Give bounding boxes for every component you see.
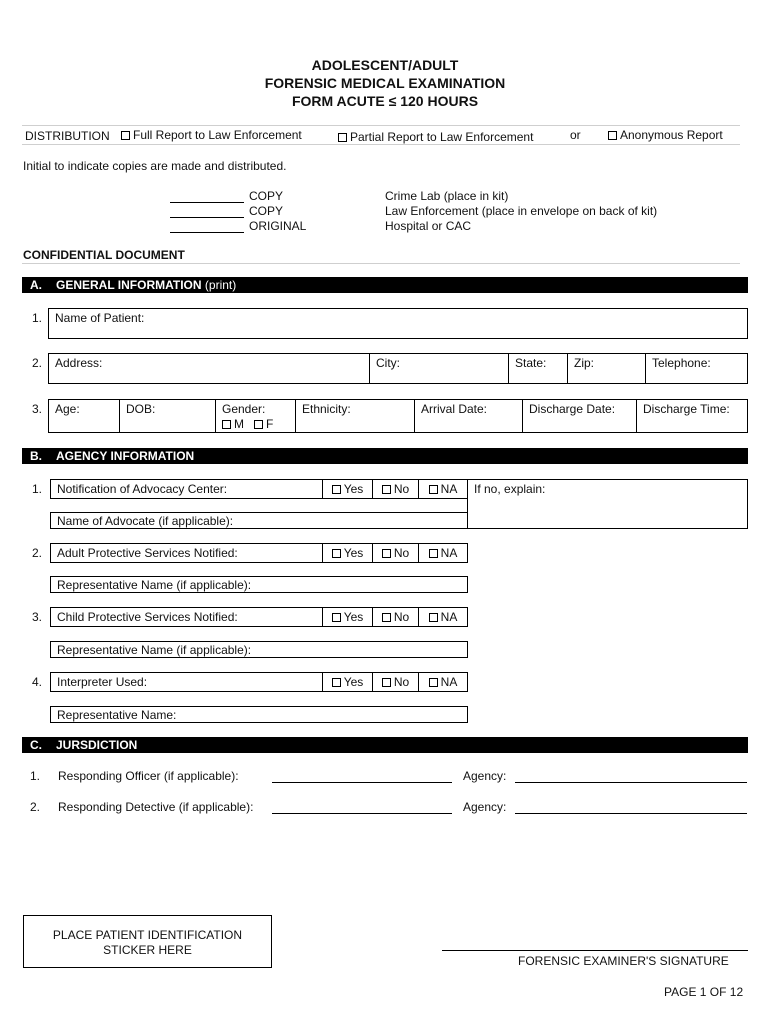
responding-detective-line[interactable] bbox=[272, 813, 452, 814]
option-label: NA bbox=[440, 482, 458, 496]
copy-initial-line[interactable] bbox=[170, 202, 244, 203]
row-number: 4. bbox=[31, 675, 42, 689]
arrival-date-field[interactable]: Arrival Date: bbox=[414, 400, 522, 432]
form-title-line3: FORM ACUTE ≤ 120 HOURS bbox=[291, 93, 479, 109]
yes-option[interactable] bbox=[322, 480, 372, 498]
interpreter-label: Interpreter Used: bbox=[57, 675, 148, 689]
copy-label: ORIGINAL bbox=[249, 219, 307, 233]
section-title: GENERAL INFORMATION bbox=[56, 278, 202, 292]
gender-field[interactable] bbox=[215, 400, 295, 432]
checkbox-icon[interactable] bbox=[429, 485, 438, 494]
no-option[interactable] bbox=[372, 480, 418, 498]
row-number: 3. bbox=[31, 610, 42, 624]
option-label: NA bbox=[440, 610, 458, 624]
form-title-line2: FORENSIC MEDICAL EXAMINATION bbox=[264, 75, 506, 91]
na-option[interactable] bbox=[418, 608, 467, 626]
address-row bbox=[48, 353, 748, 384]
checkbox-icon[interactable] bbox=[382, 678, 391, 687]
patient-name-field[interactable] bbox=[48, 308, 748, 339]
na-option[interactable] bbox=[418, 673, 467, 691]
discharge-time-field[interactable]: Discharge Time: bbox=[636, 400, 749, 432]
checkbox-icon[interactable] bbox=[382, 485, 391, 494]
section-subtitle: (print) bbox=[204, 278, 237, 292]
adult-protective-row bbox=[50, 543, 468, 563]
checkbox-icon[interactable] bbox=[382, 613, 391, 622]
section-c-header bbox=[22, 737, 748, 753]
agency-label: Agency: bbox=[463, 800, 507, 814]
section-letter: A. bbox=[30, 278, 42, 292]
divider bbox=[22, 144, 740, 145]
row-number: 1. bbox=[31, 482, 42, 496]
representative-name-field[interactable] bbox=[50, 706, 468, 723]
form-title-line1: ADOLESCENT/ADULT bbox=[311, 57, 459, 73]
explain-label: If no, explain: bbox=[474, 482, 546, 496]
copy-label: COPY bbox=[249, 189, 284, 203]
discharge-date-field[interactable]: Discharge Date: bbox=[522, 400, 636, 432]
yes-option[interactable] bbox=[322, 608, 372, 626]
representative-name-label: Representative Name (if applicable): bbox=[57, 643, 252, 657]
demographics-row bbox=[48, 399, 748, 433]
copy-destination: Law Enforcement (place in envelope on back of kit) bbox=[385, 204, 658, 218]
row-number: 1. bbox=[29, 769, 40, 783]
zip-field[interactable]: Zip: bbox=[567, 354, 645, 383]
initial-note: Initial to indicate copies are made and distributed. bbox=[23, 159, 287, 173]
child-protective-row bbox=[50, 607, 468, 627]
option-label: Yes bbox=[343, 546, 364, 560]
divider bbox=[22, 263, 740, 264]
copy-label: COPY bbox=[249, 204, 284, 218]
copy-destination: Crime Lab (place in kit) bbox=[385, 189, 509, 203]
copy-initial-line[interactable] bbox=[170, 217, 244, 218]
child-protective-label: Child Protective Services Notified: bbox=[57, 610, 238, 624]
telephone-field[interactable]: Telephone: bbox=[645, 354, 749, 383]
sticker-text-line2: STICKER HERE bbox=[103, 943, 192, 957]
checkbox-icon[interactable] bbox=[332, 678, 341, 687]
gender-m-label: M bbox=[234, 417, 244, 431]
no-option[interactable] bbox=[372, 673, 418, 691]
checkbox-icon[interactable] bbox=[429, 613, 438, 622]
option-label: Anonymous Report bbox=[620, 128, 723, 142]
no-option[interactable] bbox=[372, 608, 418, 626]
representative-name-field[interactable] bbox=[50, 576, 468, 593]
row-number: 2. bbox=[29, 800, 40, 814]
address-field[interactable]: Address: bbox=[55, 356, 103, 370]
state-field[interactable]: State: bbox=[508, 354, 567, 383]
interpreter-row bbox=[50, 672, 468, 692]
row-number: 1. bbox=[31, 311, 42, 325]
city-field[interactable]: City: bbox=[369, 354, 508, 383]
gender-m-checkbox[interactable] bbox=[222, 420, 231, 429]
section-letter: B. bbox=[30, 449, 42, 463]
option-label: No bbox=[393, 675, 410, 689]
responding-officer-label: Responding Officer (if applicable): bbox=[58, 769, 239, 783]
signature-line[interactable] bbox=[442, 950, 748, 951]
representative-name-field[interactable] bbox=[50, 641, 468, 658]
checkbox-icon[interactable] bbox=[121, 131, 130, 140]
option-label: No bbox=[393, 482, 410, 496]
option-label: NA bbox=[440, 546, 458, 560]
na-option[interactable] bbox=[418, 480, 467, 498]
checkbox-icon[interactable] bbox=[608, 131, 617, 140]
distribution-label: DISTRIBUTION bbox=[25, 129, 110, 143]
dob-field[interactable]: DOB: bbox=[119, 400, 215, 432]
checkbox-icon[interactable] bbox=[382, 549, 391, 558]
representative-name-label: Representative Name: bbox=[57, 708, 177, 722]
confidential-label: CONFIDENTIAL DOCUMENT bbox=[23, 248, 185, 262]
advocacy-notification-label: Notification of Advocacy Center: bbox=[57, 482, 228, 496]
responding-officer-line[interactable] bbox=[272, 782, 452, 783]
option-label: Full Report to Law Enforcement bbox=[133, 128, 302, 142]
option-label: NA bbox=[440, 675, 458, 689]
yes-option[interactable] bbox=[322, 544, 372, 562]
representative-name-label: Representative Name (if applicable): bbox=[57, 578, 252, 592]
option-label: Yes bbox=[343, 675, 364, 689]
checkbox-icon[interactable] bbox=[429, 678, 438, 687]
page-number: PAGE 1 OF 12 bbox=[664, 985, 744, 999]
option-label: No bbox=[393, 546, 410, 560]
sticker-text-line1: PLACE PATIENT IDENTIFICATION bbox=[52, 928, 243, 942]
option-label: No bbox=[393, 610, 410, 624]
option-label: Yes bbox=[343, 482, 364, 496]
checkbox-icon[interactable] bbox=[332, 485, 341, 494]
agency-line[interactable] bbox=[515, 782, 747, 783]
age-field[interactable]: Age: bbox=[55, 402, 80, 416]
row-number: 3. bbox=[31, 402, 42, 416]
divider bbox=[22, 125, 740, 126]
patient-name-label: Name of Patient: bbox=[55, 311, 145, 325]
section-b-header bbox=[22, 448, 748, 464]
no-option[interactable] bbox=[372, 544, 418, 562]
adult-protective-label: Adult Protective Services Notified: bbox=[57, 546, 238, 560]
na-option[interactable] bbox=[418, 544, 467, 562]
option-label: Partial Report to Law Enforcement bbox=[350, 130, 534, 144]
section-a-header bbox=[22, 277, 748, 293]
distribution-or: or bbox=[570, 128, 581, 142]
yes-option[interactable] bbox=[322, 673, 372, 691]
checkbox-icon[interactable] bbox=[338, 133, 347, 142]
advocate-name-field[interactable] bbox=[50, 512, 468, 529]
row-number: 2. bbox=[31, 546, 42, 560]
option-label: Yes bbox=[343, 610, 364, 624]
section-letter: C. bbox=[30, 738, 42, 752]
checkbox-icon[interactable] bbox=[332, 549, 341, 558]
responding-detective-label: Responding Detective (if applicable): bbox=[58, 800, 254, 814]
section-title: JURSDICTION bbox=[56, 738, 138, 752]
gender-f-label: F bbox=[266, 417, 274, 431]
agency-line[interactable] bbox=[515, 813, 747, 814]
copy-initial-line[interactable] bbox=[170, 232, 244, 233]
patient-sticker-area[interactable] bbox=[23, 915, 272, 968]
copy-destination: Hospital or CAC bbox=[385, 219, 472, 233]
explain-field[interactable] bbox=[467, 479, 748, 529]
advocacy-notification-row bbox=[50, 479, 468, 499]
signature-label: FORENSIC EXAMINER'S SIGNATURE bbox=[518, 954, 729, 968]
gender-label: Gender: bbox=[222, 402, 266, 416]
section-title: AGENCY INFORMATION bbox=[56, 449, 195, 463]
ethnicity-field[interactable]: Ethnicity: bbox=[295, 400, 414, 432]
agency-label: Agency: bbox=[463, 769, 507, 783]
distribution-partial-report[interactable] bbox=[338, 130, 533, 144]
row-number: 2. bbox=[31, 356, 42, 370]
advocate-name-label: Name of Advocate (if applicable): bbox=[57, 514, 234, 528]
distribution-full-report[interactable] bbox=[121, 128, 302, 142]
gender-f-checkbox[interactable] bbox=[254, 420, 263, 429]
checkbox-icon[interactable] bbox=[429, 549, 438, 558]
checkbox-icon[interactable] bbox=[332, 613, 341, 622]
distribution-anonymous-report[interactable] bbox=[608, 128, 723, 142]
